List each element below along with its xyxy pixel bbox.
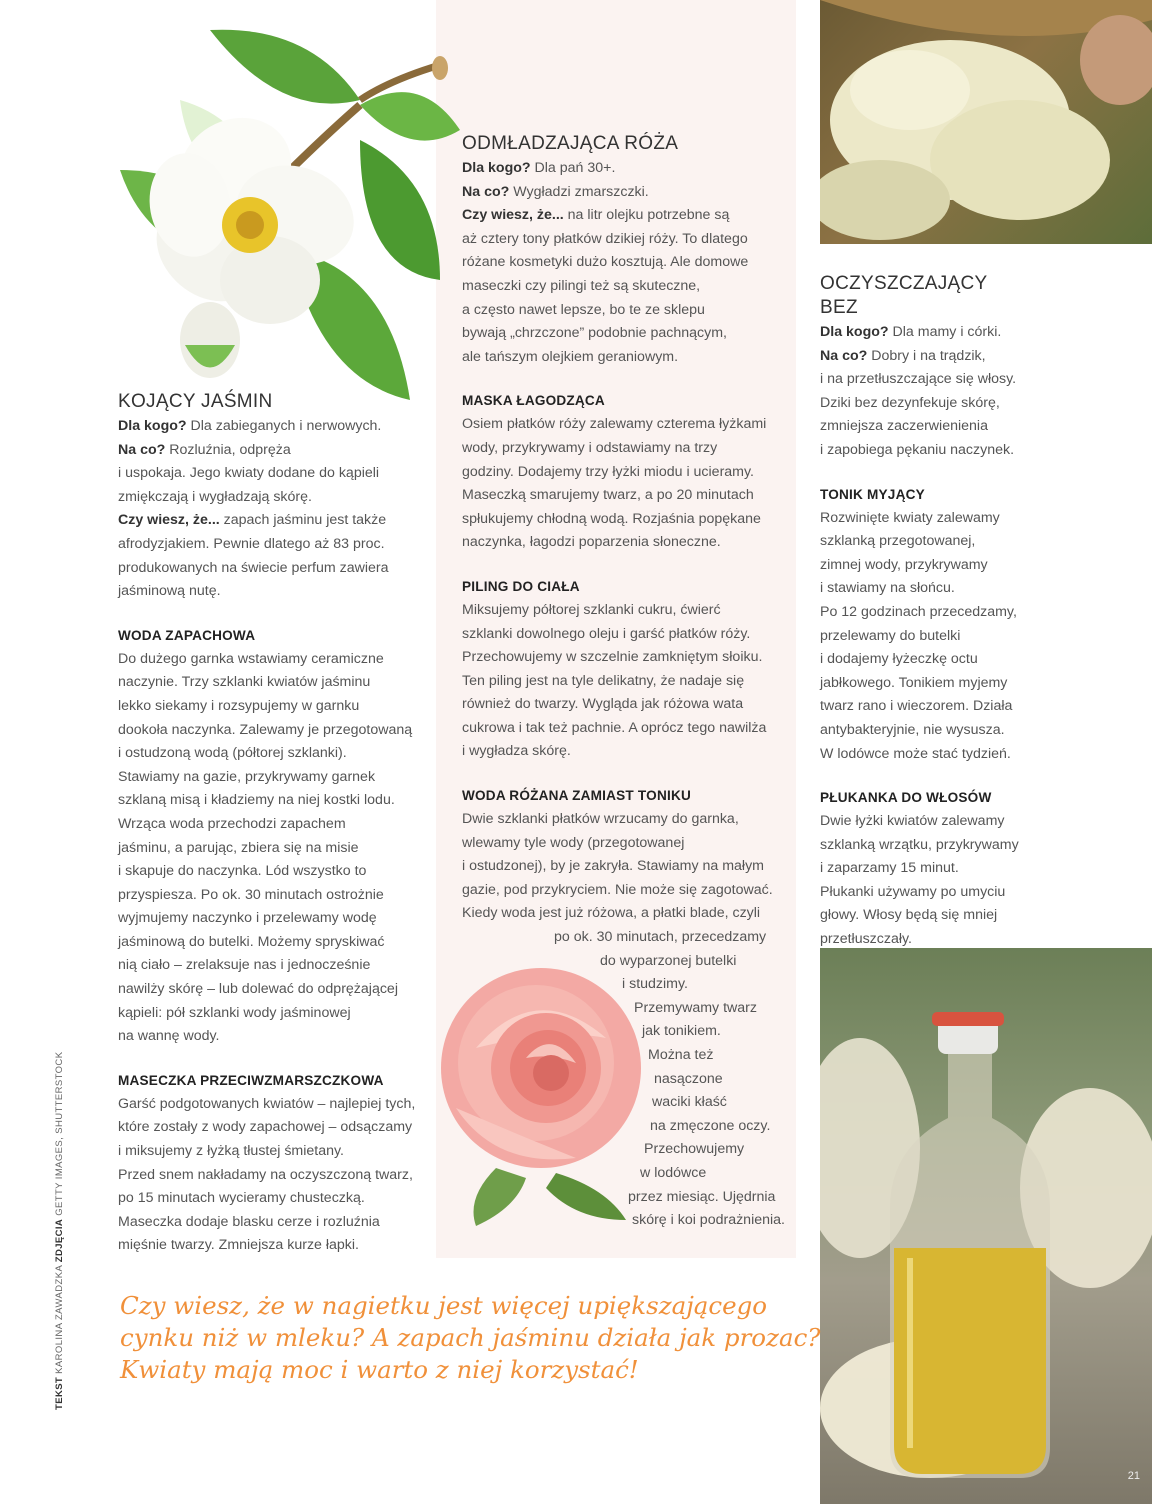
jasmine-know-line: zapach jaśminu jest także xyxy=(223,512,387,529)
text-line: Do dużego garnka wstawiamy ceramiczne xyxy=(118,650,384,667)
text-line: Przed snem nakładamy na oczyszczoną twarz, xyxy=(118,1166,413,1183)
text-line: W lodówce może stać tydzień. xyxy=(820,745,1011,762)
text-line: i skapuje do naczynka. Lód wszystko to xyxy=(118,863,367,880)
rose-know-line: a często nawet lepsze, bo te ze sklepu xyxy=(462,301,705,318)
text-line: Dwie szklanki płatków wrzucamy do garnka, xyxy=(462,811,739,828)
text-line: przetłuszczały. xyxy=(820,931,912,948)
elder-rinse-title: PŁUKANKA DO WŁOSÓW xyxy=(820,790,992,806)
text-line: w lodówce xyxy=(640,1164,707,1181)
rose-on-text: Wygładzi zmarszczki. xyxy=(513,183,649,200)
text-line: waciki kłaść xyxy=(652,1094,727,1111)
jasmine-know-line: produkowanych na świecie perfum zawiera xyxy=(118,559,389,576)
text-line: jaśminu, a parując, zbiera się na misie xyxy=(118,839,359,856)
rose-for-label: Dla kogo? xyxy=(462,160,531,176)
text-line: do wyparzonej butelki xyxy=(600,952,737,969)
text-line: Kiedy woda jest już różowa, a płatki blade, czyli xyxy=(462,905,761,922)
text-line: jaśminową do butelki. Możemy spryskiwać xyxy=(118,933,385,950)
jasmine-on-line: Rozluźnia, odpręża xyxy=(169,441,291,458)
jasmine-title: KOJĄCY JAŚMIN xyxy=(118,391,273,412)
text-line: Rozwinięte kwiaty zalewamy xyxy=(820,509,1000,526)
pull-quote-line: Kwiaty mają moc i warto z niej korzystać! xyxy=(120,1355,639,1384)
text-line: Garść podgotowanych kwiatów – najlepiej tych, xyxy=(118,1095,416,1112)
jasmine-flower-image xyxy=(60,10,470,420)
text-line: i ostudzonej), by je zakryła. Stawiamy na małym xyxy=(462,858,764,875)
text-line: przelewamy do butelki xyxy=(820,627,961,644)
text-line: Przemywamy twarz xyxy=(634,999,757,1016)
text-line: i stawiamy na słońcu. xyxy=(820,580,955,597)
text-line: wyjmujemy naczynko i przelewamy wodę xyxy=(118,910,377,927)
text-line: nawilży skórę – lub dolewać do odprężającej xyxy=(118,981,398,998)
rose-know-line: bywają „chrzczone” podobnie pachnącym, xyxy=(462,325,727,342)
text-line: wody, przykrywamy i odstawiamy na trzy xyxy=(462,439,718,456)
pull-quote xyxy=(120,1290,821,1386)
jasmine-know-line: jaśminową nutę. xyxy=(118,583,221,600)
pull-quote-line: Czy wiesz, że w nagietku jest więcej upiększającego xyxy=(120,1291,768,1320)
text-line: jak tonikiem. xyxy=(642,1023,721,1040)
text-line: Dwie łyżki kwiatów zalewamy xyxy=(820,813,1005,830)
text-line: nią ciało – zrelaksuje nas i jednocześnie xyxy=(118,957,371,974)
jasmine-for-text: Dla zabieganych i nerwowych. xyxy=(190,418,382,434)
elder-on-line: Dobry i na trądzik, xyxy=(871,347,986,364)
jasmine-for-label: Dla kogo? xyxy=(118,418,187,434)
text-line: i dodajemy łyżeczkę octu xyxy=(820,651,978,668)
text-line: szklanką wrzątku, przykrywamy xyxy=(820,836,1019,853)
rose-title: ODMŁADZAJĄCA RÓŻA xyxy=(462,133,679,154)
pull-quote-line: cynku niż w mleku? A zapach jaśminu działa jak prozac? xyxy=(120,1323,821,1352)
elder-on-line: Dziki bez dezynfekuje skórę, xyxy=(820,394,1000,411)
elder-for-text: Dla mamy i córki. xyxy=(892,324,1002,340)
elder-on-line: i zapobiega pękaniu naczynek. xyxy=(820,441,1015,458)
rose-for-text: Dla pań 30+. xyxy=(534,160,616,176)
text-line: i wygładza skórę. xyxy=(462,743,571,760)
rose-know-line: na litr olejku potrzebne są xyxy=(567,207,730,224)
text-line: i studzimy. xyxy=(622,976,688,993)
jasmine-mask-title: MASECZKA PRZECIWZMARSZCZKOWA xyxy=(118,1072,384,1088)
text-line: dookoła naczynka. Zalewamy je przegotowaną xyxy=(118,721,413,738)
rose-know-line: aż cztery tony płatków dzikiej róży. To dlatego xyxy=(462,230,748,247)
jasmine-on-line: zmiękczają i wygładzają skórę. xyxy=(118,488,312,505)
text-line: lekko siekamy i rozsypujemy w garnku xyxy=(118,697,360,714)
elder-tonic-title: TONIK MYJĄCY xyxy=(820,486,925,502)
text-line: naczynie. Trzy szklanki kwiatów jaśminu xyxy=(118,674,371,691)
text-line: naczynka, łagodzi poparzenia słoneczne. xyxy=(462,534,721,551)
text-line: i ostudzoną wodą (półtorej szklanki). xyxy=(118,745,347,762)
jasmine-know-line: afrodyzjakiem. Pewnie dlatego aż 83 proc. xyxy=(118,535,385,552)
text-line: Maseczką smarujemy twarz, a po 20 minutach xyxy=(462,487,754,504)
text-line: Po 12 godzinach przecedzamy, xyxy=(820,603,1017,620)
rose-know-line: różane kosmetyki dużo kosztują. Ale domowe xyxy=(462,254,749,271)
photo-credits xyxy=(54,1052,65,1410)
text-line: mięśnie twarzy. Zmniejsza kurze łapki. xyxy=(118,1237,359,1254)
text-line: które zostały z wody zapachowej – odsączamy xyxy=(118,1119,413,1136)
rose-peel-text xyxy=(462,599,792,764)
text-line: Maseczka dodaje blasku cerze i rozluźnia xyxy=(118,1213,380,1230)
rose-mask-title: MASKA ŁAGODZĄCA xyxy=(462,393,605,409)
jasmine-know-label: Czy wiesz, że... xyxy=(118,512,220,529)
elder-column xyxy=(820,272,1030,952)
text-line: gazie, pod przykryciem. Nie może się zagotować. xyxy=(462,881,773,898)
jasmine-column xyxy=(118,390,438,1258)
elderflower-bottle-photo xyxy=(820,948,1152,1504)
text-line: Płukanki używamy po umyciu xyxy=(820,883,1006,900)
text-line: wlewamy tyle wody (przegotowanej xyxy=(462,834,685,851)
text-line: przez miesiąc. Ujędrnia xyxy=(628,1188,776,1205)
credits-photo-label: ZDJĘCIA xyxy=(54,1218,65,1263)
credits-text-label: TEKST xyxy=(54,1376,65,1410)
text-line: jabłkowego. Tonikiem myjemy xyxy=(820,674,1008,691)
text-line: Osiem płatków róży zalewamy czterema łyżkami xyxy=(462,416,767,433)
text-line: antybakteryjnie, nie wysusza. xyxy=(820,721,1005,738)
text-line: kąpieli: pół szklanki wody jaśminowej xyxy=(118,1004,351,1021)
text-line: szklanką przegotowanej, xyxy=(820,533,976,550)
jasmine-on-label: Na co? xyxy=(118,441,166,458)
elder-on-line: zmniejsza zaczerwienienia xyxy=(820,418,988,435)
text-line: po ok. 30 minutach, przecedzamy xyxy=(554,929,767,946)
jasmine-water-text xyxy=(118,648,438,1049)
rose-peel-title: PILING DO CIAŁA xyxy=(462,578,580,594)
text-line: cukrowa i tak też pachnie. A oprócz tego nawilża xyxy=(462,719,767,736)
elder-on-label: Na co? xyxy=(820,347,868,364)
jasmine-mask-text xyxy=(118,1093,438,1258)
text-line: Miksujemy półtorej szklanki cukru, ćwierć xyxy=(462,601,721,618)
text-line: zimnej wody, przykrywamy xyxy=(820,556,988,573)
text-line: Wrząca woda przechodzi zapachem xyxy=(118,815,346,832)
elder-tonic-text xyxy=(820,507,1030,767)
text-line: również do twarzy. Wygląda jak różowa wata xyxy=(462,696,744,713)
text-line: spłukujemy chłodną wodą. Rozjaśnia popękane xyxy=(462,510,761,527)
text-line: i miksujemy z łyżką tłustej śmietany. xyxy=(118,1143,345,1160)
rose-water-title: WODA RÓŻANA ZAMIAST TONIKU xyxy=(462,788,691,804)
rose-know-label: Czy wiesz, że... xyxy=(462,207,564,224)
text-line: przyspiesza. Po ok. 30 minutach ostrożnie xyxy=(118,886,384,903)
elder-title: OCZYSZCZAJĄCY BEZ xyxy=(820,273,988,318)
text-line: Ten piling jest na tyle delikatny, że nadaje się xyxy=(462,672,745,689)
text-line: szklaną misą i kładziemy na niej kostki lodu. xyxy=(118,792,395,809)
text-line: Przechowujemy xyxy=(644,1141,745,1158)
text-line: Stawiamy na gazie, przykrywamy garnek xyxy=(118,768,376,785)
text-line: nasączone xyxy=(654,1070,723,1087)
text-line: na wannę wody. xyxy=(118,1028,220,1045)
elder-for-label: Dla kogo? xyxy=(820,324,889,340)
elder-rinse-text xyxy=(820,810,1030,952)
rose-mask-text xyxy=(462,413,792,555)
text-line: po 15 minutach wycieramy chusteczką. xyxy=(118,1190,365,1207)
elderflower-basket-photo xyxy=(820,0,1152,244)
text-line: Można też xyxy=(648,1047,714,1063)
rose-on-label: Na co? xyxy=(462,183,510,200)
rose-flower-image xyxy=(436,958,651,1228)
rose-know-line: maseczki czy pilingi też są skuteczne, xyxy=(462,277,701,294)
text-line: i zaparzamy 15 minut. xyxy=(820,860,959,877)
rose-know-line: ale tańszym olejkiem geraniowym. xyxy=(462,348,679,365)
text-line: szklanki dowolnego oleju i garść płatków róży. xyxy=(462,625,751,642)
text-line: twarz rano i wieczorem. Działa xyxy=(820,698,1013,715)
credits-photo-source: GETTY IMAGES, SHUTTERSTOCK xyxy=(54,1051,65,1216)
page-number: 21 xyxy=(1127,1470,1140,1482)
jasmine-on-line: i uspokaja. Jego kwiaty dodane do kąpieli xyxy=(118,465,380,482)
text-line: skórę i koi podrażnienia. xyxy=(632,1212,785,1229)
text-line: na zmęczone oczy. xyxy=(650,1117,771,1134)
credits-text-author: KAROLINA ZAWADZKA xyxy=(54,1265,65,1374)
text-line: godziny. Dodajemy trzy łyżki miodu i ucieramy. xyxy=(462,463,754,480)
elder-on-line: i na przetłuszczające się włosy. xyxy=(820,371,1017,388)
text-line: Przechowujemy w szczelnie zamkniętym słoiku. xyxy=(462,649,763,666)
text-line: głowy. Włosy będą się mniej xyxy=(820,907,998,924)
jasmine-water-title: WODA ZAPACHOWA xyxy=(118,627,256,643)
